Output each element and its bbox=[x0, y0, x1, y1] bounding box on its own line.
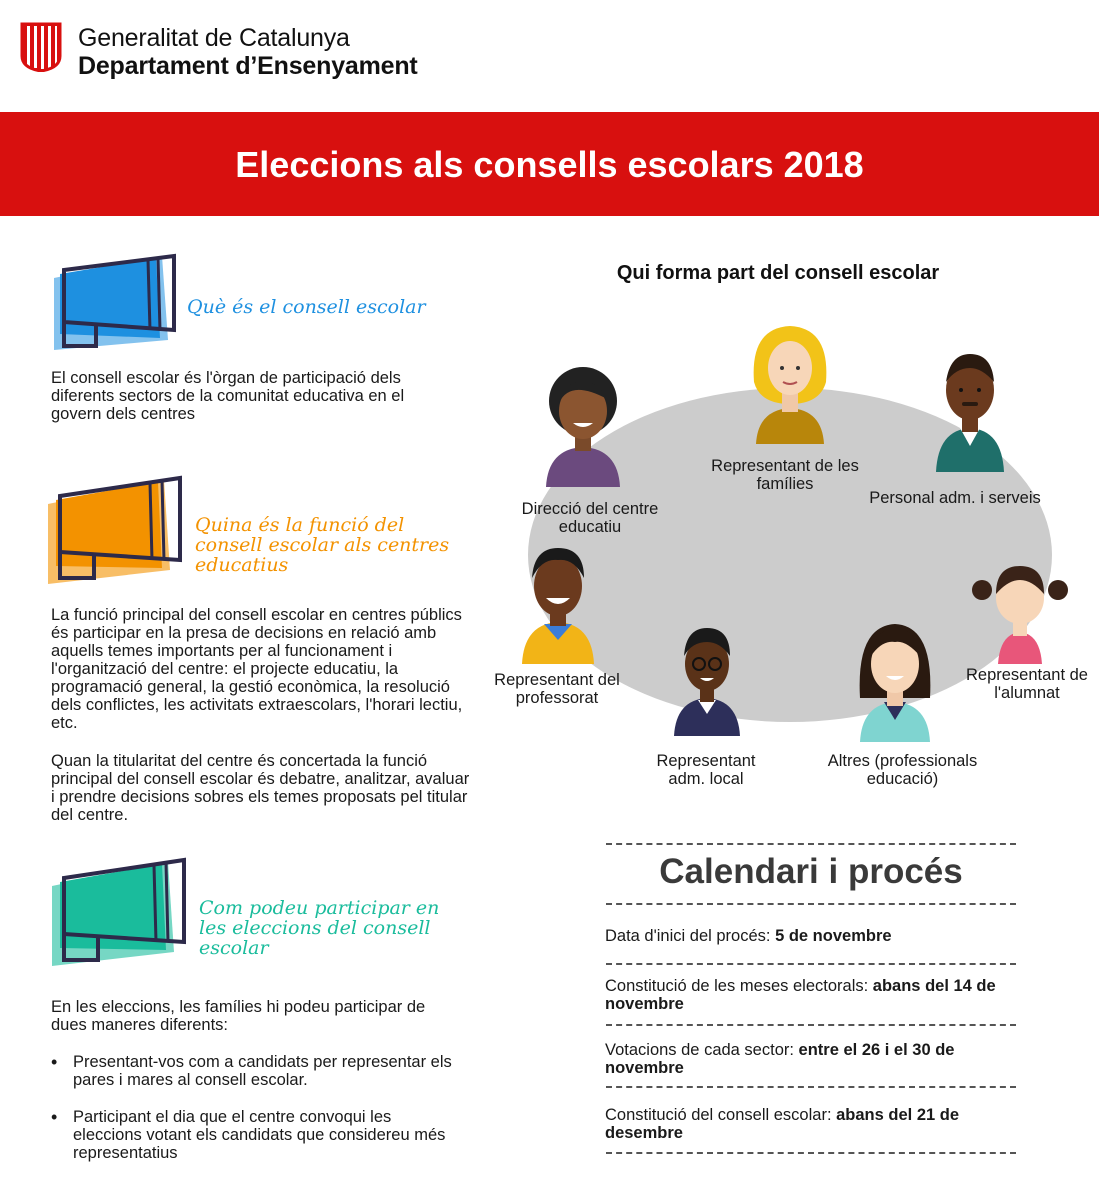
calendar-row bbox=[605, 1106, 1020, 1142]
page-title: Eleccions als consells escolars 2018 bbox=[235, 144, 864, 185]
member-label: Direcció del centre educatiu bbox=[521, 500, 659, 536]
student-avatar-icon bbox=[972, 560, 1068, 664]
calendar-row-label: Votacions de cada sector: bbox=[605, 1041, 799, 1059]
calendar-row-label: Data d'inici del procés: bbox=[605, 927, 776, 945]
member-label: Representant adm. local bbox=[656, 752, 756, 788]
megaphone-icon bbox=[50, 856, 190, 968]
divider bbox=[606, 1152, 1016, 1154]
member-label: Representant de les famílies bbox=[711, 457, 859, 493]
calendar-row-value: abans del 14 de novembre bbox=[605, 977, 996, 1013]
calendar-row-label: Constitució de les meses electorals: bbox=[605, 977, 873, 995]
family-representative-avatar-icon bbox=[750, 322, 830, 444]
teacher-avatar-icon bbox=[520, 544, 596, 664]
calendar-row bbox=[605, 977, 1020, 1013]
calendar-row-value: entre el 26 i el 30 de novembre bbox=[605, 1041, 955, 1077]
member-label: Personal adm. i serveis bbox=[869, 489, 1041, 507]
calendar-row-label: Constitució del consell escolar: bbox=[605, 1106, 837, 1124]
professional-avatar-icon bbox=[856, 620, 934, 742]
generalitat-logo-icon bbox=[20, 22, 62, 72]
calendar-row bbox=[605, 1041, 1020, 1077]
divider bbox=[606, 1086, 1016, 1088]
list-item: • Presentant-vos com a candidats per representar els pares i mares al consell escolar. bbox=[73, 1053, 473, 1089]
member-label: Representant de l'alumnat bbox=[965, 666, 1088, 702]
megaphone-icon bbox=[52, 252, 180, 352]
calendar-row-value: abans del 21 de desembre bbox=[605, 1106, 960, 1142]
local-admin-avatar-icon bbox=[672, 626, 742, 736]
calendar-row bbox=[605, 927, 1020, 945]
section-paragraph: El consell escolar és l'òrgan de participació dels diferents sectors de la comunitat educativa en el govern dels centres bbox=[51, 369, 405, 423]
staff-avatar-icon bbox=[932, 350, 1008, 472]
member-label: Altres (professionals educació) bbox=[827, 752, 978, 788]
divider bbox=[606, 843, 1016, 845]
section-paragraph: En les eleccions, les famílies hi podeu participar de dues maneres diferents: bbox=[51, 998, 426, 1034]
calendar-title: Calendari i procés bbox=[659, 852, 963, 891]
section-title-what: Què és el consell escolar bbox=[187, 296, 426, 318]
director-avatar-icon bbox=[540, 365, 626, 487]
org-name: Generalitat de Catalunya bbox=[78, 24, 350, 52]
section-title-function: Quina és la funció del consell escolar als centres educatius bbox=[195, 514, 450, 576]
section-title-participate: Com podeu participar en les eleccions del consell escolar bbox=[199, 897, 440, 959]
council-title: Qui forma part del consell escolar bbox=[616, 262, 940, 284]
megaphone-icon bbox=[46, 474, 186, 586]
list-item: • Participant el dia que el centre convoqui les eleccions votant els candidats que considereu més representatius bbox=[73, 1108, 458, 1162]
calendar-row-value: 5 de novembre bbox=[775, 927, 892, 945]
divider bbox=[606, 903, 1016, 905]
section-paragraph: La funció principal del consell escolar en centres públics és participar en la presa de decisions en relació amb aquells temes importants per al funcionament i l'organització del centre: el projecte educatiu, la programació general, la gestió econòmica, la resolució dels conflictes, les activitats extraescolars, l'horari lectiu, etc. bbox=[51, 606, 463, 732]
divider bbox=[606, 963, 1016, 965]
member-label: Representant del professorat bbox=[494, 671, 620, 707]
department-name: Departament d’Ensenyament bbox=[78, 52, 418, 80]
divider bbox=[606, 1024, 1016, 1026]
section-paragraph: Quan la titularitat del centre és concertada la funció principal del consell escolar és debatre, analitzar, avaluar i prendre decisions sobres els temes proposats pel titular del centre. bbox=[51, 752, 470, 824]
